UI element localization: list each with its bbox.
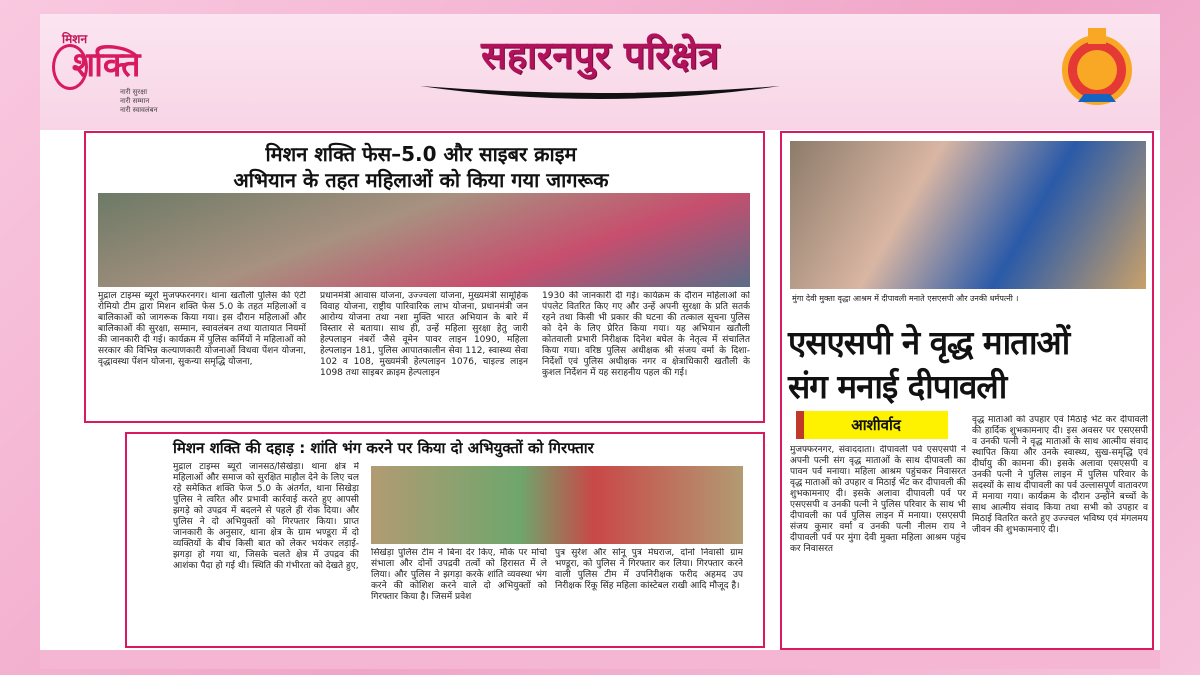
article-c-headline-line1: एसएसपी ने वृद्ध माताओं <box>788 323 1070 362</box>
article-mission-shakti <box>84 131 765 423</box>
page-title: सहारनपुर परिक्षेत्र <box>481 32 719 77</box>
article-diwali <box>780 131 1154 650</box>
article-b-photo <box>371 466 743 544</box>
up-police-emblem-icon <box>1058 24 1136 108</box>
logo-tagline-1: नारी सुरक्षा <box>120 88 148 96</box>
logo-big-text: शक्ति <box>72 45 140 85</box>
article-c-col2: वृद्ध माताओं को उपहार एवं मिठाई भेंट कर दीपावली की हार्दिक शुभकामनाए दी। इस अवसर पर एसएसपी व उनकी पत्नी ने वृद्ध माताओं के साथ आत्मीय संवाद स्थापित किया और उनके स्वास्थ्य, सुख-समृद्धि एवं दीर्घायु की कामना की। इसके अलावा एसएसपी व उनकी पत्नी ने पुलिस लाइन में पुलिस परिवार के सदस्यों के साथ दीपावली का पर्व उल्लासपूर्ण वातावरण में मनाया गया। कार्यक्रम के दौरान उन्होंने बच्चों के साथ आत्मीय संवाद किया तथा सभी को उपहार व मिठाई वितरित करते हुए उज्ज्वल भविष्य एवं मंगलमय जीवन की शुभकामनाएं दी। <box>972 415 1148 535</box>
logo-tagline-3: नारी स्वावलंबन <box>120 106 158 114</box>
article-a-col3: 1930 की जानकारी दी गई। कार्यक्रम के दौरान महिलाओं को पंपलेट वितरित किए गए और उन्हें अपनी सुरक्षा के प्रति सतर्क रहने तथा किसी भी प्रकार की घटना की तत्काल सूचना पुलिस को देने के लिए प्रेरित किया गया। यह अभियान खतौली कोतवाली प्रभारी निरीक्षक दिनेश बघेल के नेतृत्व में संचालित किया गया। वरिष्ठ पुलिस अधीक्षक श्री संजय वर्मा के दिशा-निर्देशों एवं पुलिस अधीक्षक नगर व क्षेत्राधिकारी खतौली के कुशल निर्देशन में यह सराहनीय पहल की गई। <box>542 291 750 378</box>
article-c-col1: मुजफ्फरनगर, संवाददाता। दीपावली पर्व एसएसपी ने अपनी पत्नी संग वृद्ध माताओं के साथ दीपावली का पावन पर्व मनाया। महिला आश्रम पहुंचकर निवासरत वृद्ध माताओं को उपहार व मिठाई भेंट कर दीपावली की शुभकामनाए दी। इसके अलावा दीपावली पर्व पर एसएसपी व उनकी पत्नी ने पुलिस परिवार के साथ भी दीपावली का पर्व पुलिस लाइन में मनाया। एसएसपी संजय कुमार वर्मा व उनकी पत्नी नीलम राय ने दीपावली पर्व पर मुंगा देवी मुक्ता महिला आश्रम पहुंच कर निवासरत <box>790 445 966 554</box>
article-c-headline-line2: संग मनाई दीपावली <box>788 367 1007 406</box>
article-a-headline <box>96 141 746 193</box>
article-a-headline-line1: मिशन शक्ति फेस–5.0 और साइबर क्राइम <box>265 142 577 166</box>
ashirwad-badge: आशीर्वाद <box>796 411 948 439</box>
article-c-caption: मुंगा देवी मुक्ता वृद्धा आश्रम में दीपावली मनाते एसएसपी और उनकी धर्मपत्नी । <box>792 294 1019 303</box>
article-b-headline: मिशन शक्ति की दहाड़ : शांति भंग करने पर किया दो अभियुक्तों को गिरफ्तार <box>173 439 594 457</box>
article-c-headline <box>788 321 1150 409</box>
title-swoosh <box>410 82 790 106</box>
logo-tagline-2: नारी सम्मान <box>120 97 150 105</box>
article-a-col2: प्रधानमंत्री आवास योजना, उज्ज्वला योजना, मुख्यमंत्री सामूहिक विवाह योजना, राष्ट्रीय पारिवारिक लाभ योजना, प्रधानमंत्री जन आरोग्य योजना तथा नशा मुक्ति भारत अभियान के बारे में विस्तार से बताया। साथ ही, उन्हें महिला सुरक्षा हेतु जारी हेल्पलाइन नंबरों जैसे वूमेन पावर लाइन 1090, महिला हेल्पलाइन 181, पुलिस आपातकालीन सेवा 112, स्वास्थ्य सेवा 102 व 108, मुख्यमंत्री हेल्पलाइन 1076, चाइल्ड लाइन 1098 तथा साइबर क्राइम हेल्पलाइन <box>320 291 528 378</box>
mission-shakti-logo <box>52 30 192 114</box>
article-a-photo <box>98 193 750 287</box>
article-b-col3: पुत्र सुरेश और सोनू पुत्र मेघराज, दोनों निवासी ग्राम भण्डूरा, को पुलिस ने गिरफ्तार कर लिया। गिरफ्तार करने वाली पुलिस टीम में उपनिरीक्षक फरीद अहमद उप निरीक्षक रिंकू सिंह महिला कांस्टेबल राखी आदि मौजूद है। <box>555 548 743 591</box>
article-a-headline-line2: अभियान के तहत महिलाओं को किया गया जागरूक <box>233 168 609 192</box>
logo-small-text: मिशन <box>62 32 88 46</box>
bottom-border <box>40 650 1160 669</box>
article-c-photo <box>790 141 1146 289</box>
header-banner <box>40 14 1160 130</box>
article-arrest <box>125 432 765 648</box>
article-b-col2: सिखेड़ा पुलिस टीम ने बिना देर किए, मौके पर मोर्चा संभाला और दोनों उपद्रवी तत्वों को हिरासत में ले लिया। और पुलिस ने झगड़ा करके शांति व्यवस्था भंग करने की कोशिश करने वाले दो अभियुक्तों को गिरफ्तार किया है। जिसमें प्रवेश <box>371 548 547 602</box>
article-a-col1: मुद्राल टाइम्स ब्यूरो मुजफ्फरनगर। थाना खतौली पुलिस की एंटी रोमियो टीम द्वारा मिशन शक्ति फेस 5.0 के तहत महिलाओं व बालिकाओं को जागरूक किया गया। इस दौरान महिलाओं और बालिकाओं की सुरक्षा, सम्मान, स्वावलंबन तथा यातायात नियमों की जानकारी दी गई। कार्यक्रम में पुलिस कर्मियों ने महिलाओं को सरकार की विभिन्न कल्याणकारी योजनाओं विधवा पेंशन योजना, वृद्धावस्था पेंशन योजना, सुकन्या समृद्धि योजना, <box>98 291 306 367</box>
article-b-col1: मुद्राल टाइम्स ब्यूरो जानसठ/सिखेड़ा। थाना क्षेत्र में महिलाओं और समाज को सुरक्षित माहौल देने के लिए चल रहे समेकित शक्ति फेज 5.0 के अंतर्गत, थाना सिखेड़ा पुलिस ने त्वरित और प्रभावी कार्रवाई करते हुए आपसी झगड़े को उपद्रव में बदलने से पहले ही रोक दिया। और पुलिस ने दो अभियुक्तों को गिरफ्तार किया। प्राप्त जानकारी के अनुसार, थाना क्षेत्र के ग्राम भण्डूरा में दो व्यक्तियों के बीच किसी बात को लेकर भयंकर लड़ाई-झगड़ा हो गया था, जिसके चलते क्षेत्र में उपद्रव की आशंका पैदा हो गई थी। स्थिति की गंभीरता को देखते हुए, <box>173 462 359 571</box>
